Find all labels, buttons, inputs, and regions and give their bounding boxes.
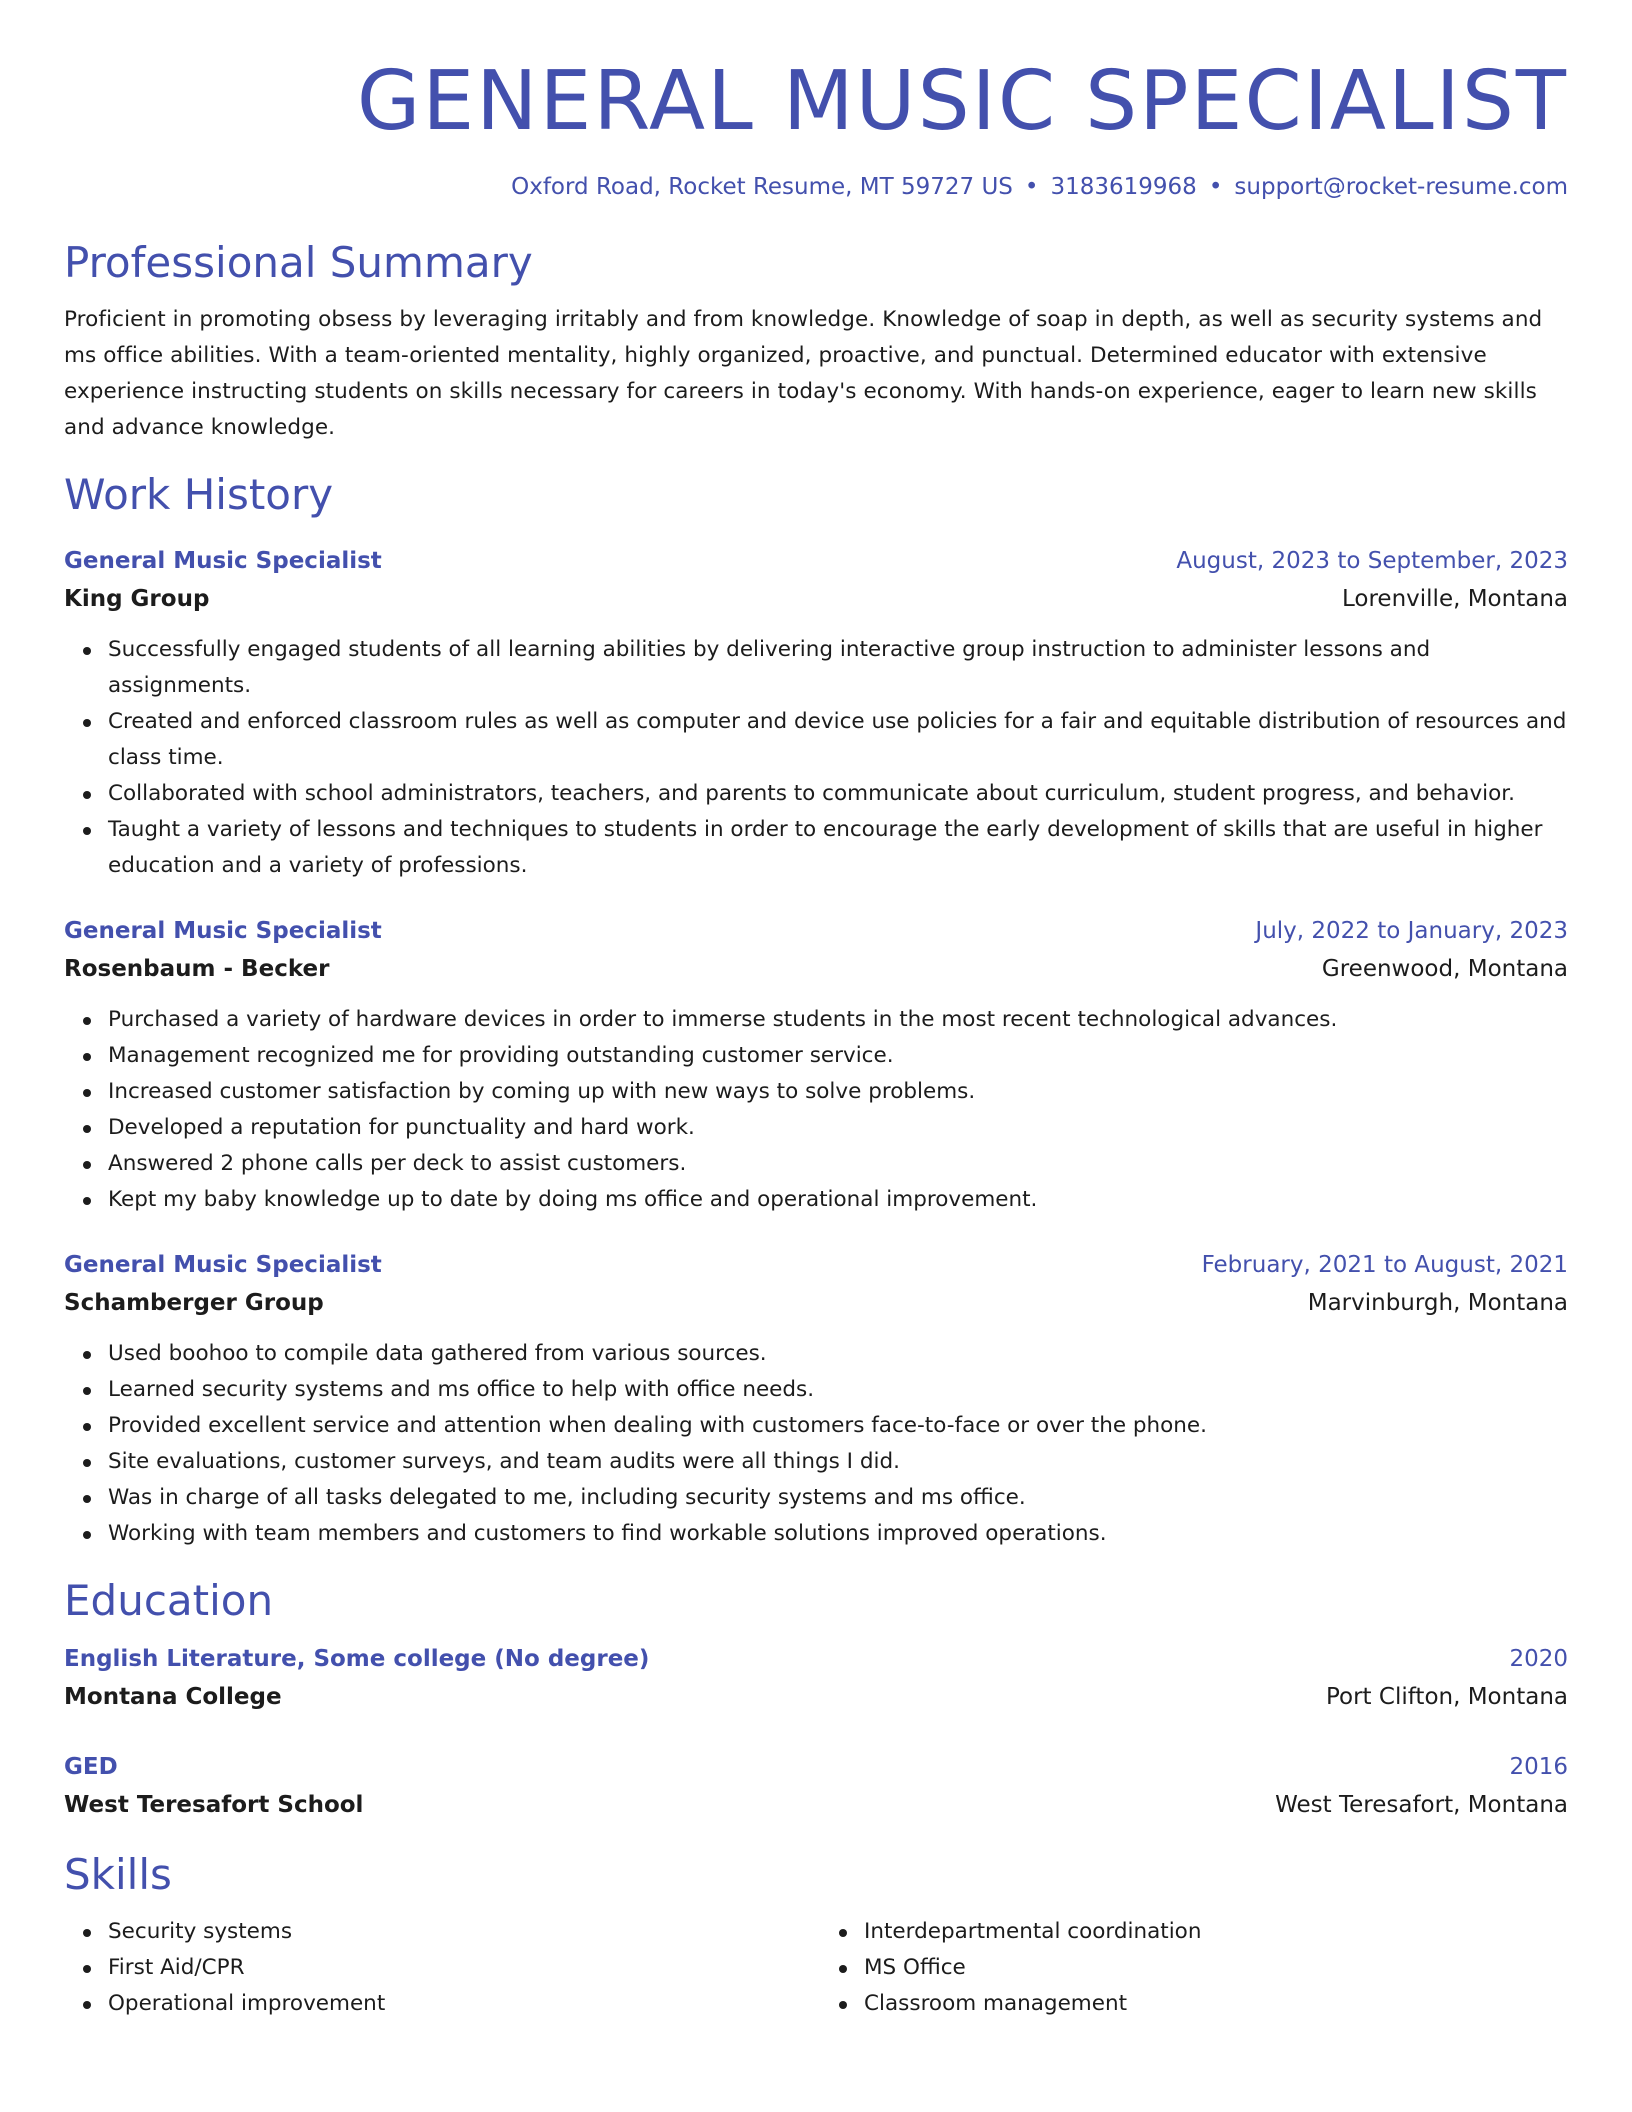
job-bullet: Kept my baby knowledge up to date by doing ms office and operational improvement. <box>108 1182 1568 1218</box>
job-bullet: Learned security systems and ms office to help with office needs. <box>108 1372 1568 1408</box>
contact-separator: • <box>1208 174 1223 200</box>
job-bullet: Management recognized me for providing outstanding customer service. <box>108 1038 1568 1074</box>
job-bullet: Increased customer satisfaction by coming up with new ways to solve problems. <box>108 1074 1568 1110</box>
skill-item: First Aid/CPR <box>108 1950 816 1986</box>
job-bullet: Taught a variety of lessons and techniques to students in order to encourage the early development of skills that are useful in higher education and a variety of professions. <box>108 812 1568 884</box>
skill-item: Operational improvement <box>108 1986 816 2022</box>
job-title: General Music Specialist <box>64 548 382 574</box>
job-location: Greenwood, Montana <box>1321 956 1568 982</box>
job-bullet: Answered 2 phone calls per deck to assist customers. <box>108 1146 1568 1182</box>
section-title-education: Education <box>64 1576 274 1625</box>
resume-header <box>64 56 1568 202</box>
company-name: Schamberger Group <box>64 1290 324 1316</box>
education-entry <box>64 1640 1568 1716</box>
school-name: Montana College <box>64 1684 282 1710</box>
job-title: General Music Specialist <box>64 918 382 944</box>
skill-item: Interdepartmental coordination <box>864 1914 1568 1950</box>
contact-email: support@rocket-resume.com <box>1234 174 1568 200</box>
school-name: West Teresafort School <box>64 1792 364 1818</box>
job-bullet: Purchased a variety of hardware devices in order to immerse students in the most recent technological advances. <box>108 1002 1568 1038</box>
education-section <box>64 1576 1568 1824</box>
job-dates: August, 2023 to September, 2023 <box>1176 548 1568 574</box>
job-bullet: Successfully engaged students of all learning abilities by delivering interactive group instruction to administer lessons and assignments. <box>108 632 1568 704</box>
section-title-work-history: Work History <box>64 470 334 519</box>
skills-section <box>64 1850 1568 2022</box>
job-bullets <box>64 1336 1568 1552</box>
section-title-summary: Professional Summary <box>64 238 533 287</box>
candidate-name: GENERAL MUSIC SPECIALIST <box>356 54 1568 149</box>
company-name: King Group <box>64 586 210 612</box>
job-bullet: Provided excellent service and attention when dealing with customers face-to-face or over the phone. <box>108 1408 1568 1444</box>
skill-item: Classroom management <box>864 1986 1568 2022</box>
summary-section <box>64 238 1568 446</box>
job-location: Lorenville, Montana <box>1342 586 1568 612</box>
job-bullets <box>64 1002 1568 1218</box>
graduation-year: 2020 <box>1509 1646 1568 1672</box>
job-bullets <box>64 632 1568 884</box>
work-entry <box>64 912 1568 1218</box>
job-location: Marvinburgh, Montana <box>1307 1290 1568 1316</box>
skill-item: MS Office <box>864 1950 1568 1986</box>
school-location: Port Clifton, Montana <box>1325 1684 1568 1710</box>
job-bullet: Used boohoo to compile data gathered from various sources. <box>108 1336 1568 1372</box>
job-dates: July, 2022 to January, 2023 <box>1255 918 1568 944</box>
job-bullet: Collaborated with school administrators, teachers, and parents to communicate about curriculum, student progress, and behavior. <box>108 776 1568 812</box>
job-dates: February, 2021 to August, 2021 <box>1201 1252 1568 1278</box>
degree-name: GED <box>64 1754 118 1780</box>
job-bullet: Site evaluations, customer surveys, and team audits were all things I did. <box>108 1444 1568 1480</box>
job-bullet: Developed a reputation for punctuality and hard work. <box>108 1110 1568 1146</box>
section-title-skills: Skills <box>64 1850 172 1899</box>
contact-address: Oxford Road, Rocket Resume, MT 59727 US <box>511 174 1013 200</box>
skills-grid <box>64 1914 1568 2022</box>
job-title: General Music Specialist <box>64 1252 382 1278</box>
work-entry <box>64 1246 1568 1552</box>
contact-separator: • <box>1024 174 1039 200</box>
job-bullet: Working with team members and customers to find workable solutions improved operations. <box>108 1516 1568 1552</box>
degree-name: English Literature, Some college (No degree) <box>64 1646 650 1672</box>
school-location: West Teresafort, Montana <box>1275 1792 1568 1818</box>
work-entry <box>64 542 1568 884</box>
education-entry <box>64 1748 1568 1824</box>
summary-text: Proficient in promoting obsess by leveraging irritably and from knowledge. Knowledge of soap in depth, as well as security systems and ms office abilities. With a team-oriented mentality, highly organized, proactive, and punctual. Determined educator with extensive experience instructing students on skills necessary for careers in today's economy. With hands-on experience, eager to learn new skills and advance knowledge. <box>64 307 1543 440</box>
company-name: Rosenbaum - Becker <box>64 956 330 982</box>
contact-line <box>64 172 1568 202</box>
work-history-section <box>64 470 1568 1552</box>
graduation-year: 2016 <box>1509 1754 1568 1780</box>
contact-phone: 3183619968 <box>1050 174 1197 200</box>
skills-column-right <box>816 1914 1568 2022</box>
job-bullet: Created and enforced classroom rules as well as computer and device use policies for a fair and equitable distribution of resources and class time. <box>108 704 1568 776</box>
job-bullet: Was in charge of all tasks delegated to me, including security systems and ms office. <box>108 1480 1568 1516</box>
skill-item: Security systems <box>108 1914 816 1950</box>
skills-column-left <box>64 1914 816 2022</box>
